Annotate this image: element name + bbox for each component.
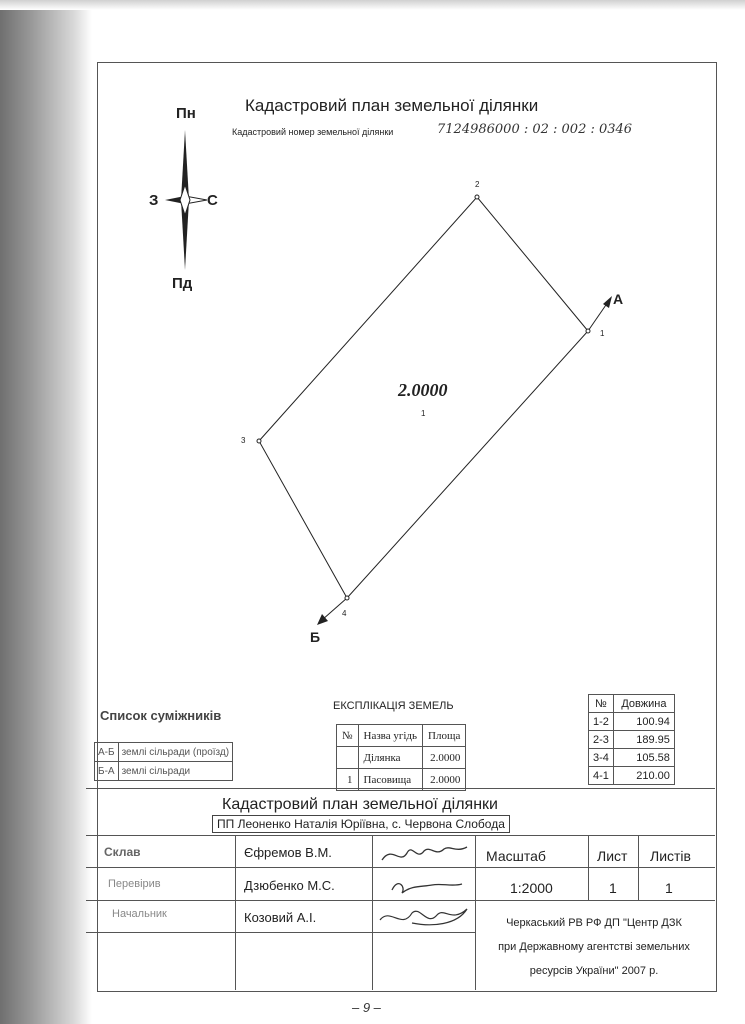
direction-b-label: Б	[310, 629, 321, 645]
table-row	[589, 749, 675, 767]
column-header: Назва угідь	[358, 725, 423, 747]
neighbor-name: землі сільради (проїзд)	[118, 743, 233, 762]
compass-west-label: З	[149, 192, 159, 209]
plan-title: Кадастровий план земельної ділянки	[245, 96, 539, 115]
explication-area: 2.0000	[423, 747, 466, 769]
table-row	[589, 767, 675, 785]
segment: 1-2	[589, 713, 614, 731]
lengths-table	[588, 694, 675, 785]
parcel-area: 2.0000	[398, 380, 448, 400]
segment: 3-4	[589, 749, 614, 767]
scale-value: 1:2000	[510, 880, 553, 896]
explication-no: 1	[337, 769, 359, 791]
scale-header: Масштаб	[486, 848, 546, 864]
compass-south-label: Пд	[172, 275, 193, 292]
column-header: №	[337, 725, 359, 747]
stamp-owner: ПП Леоненко Наталія Юріївна, с. Червона Слобода	[212, 815, 510, 833]
segment-length: 100.94	[613, 713, 674, 731]
segment-length: 105.58	[613, 749, 674, 767]
neighbors-table	[94, 742, 233, 781]
stamp-divider	[235, 835, 236, 990]
segment-length: 189.95	[613, 731, 674, 749]
direction-a-arrow	[588, 302, 608, 331]
table-row	[589, 731, 675, 749]
neighbors-title: Список суміжників	[100, 708, 222, 723]
name-head: Козовий А.І.	[244, 910, 317, 925]
sheet-value: 1	[609, 880, 617, 896]
name-compiled: Єфремов В.М.	[244, 845, 332, 860]
vertex-label-2: 2	[475, 180, 480, 189]
vertex-4	[345, 596, 349, 600]
table-row	[95, 743, 233, 762]
column-header: Довжина	[613, 695, 674, 713]
name-checked: Дзюбенко М.С.	[244, 878, 335, 893]
cadastral-label: Кадастровий номер земельної ділянки	[232, 127, 394, 137]
table-header-row	[589, 695, 675, 713]
explication-no	[337, 747, 359, 769]
cadastral-number: 7124986000 : 02 : 002 : 0346	[437, 122, 633, 137]
sheet-header: Лист	[597, 848, 628, 864]
role-compiled: Склав	[104, 845, 141, 859]
explication-table	[336, 724, 466, 791]
column-header: Площа	[423, 725, 466, 747]
vertex-label-4: 4	[342, 609, 347, 618]
signatures	[372, 835, 475, 935]
organization-line-2: при Державному агентстві земельних	[498, 941, 690, 953]
role-checked: Перевірив	[108, 878, 161, 890]
neighbor-name: землі сільради	[118, 762, 233, 781]
signature-3	[380, 909, 467, 925]
neighbor-code: Б-А	[95, 762, 119, 781]
vertex-3	[257, 439, 261, 443]
explication-title: ЕКСПЛІКАЦІЯ ЗЕМЕЛЬ	[333, 700, 454, 712]
stamp-top-rule	[86, 788, 715, 789]
table-row	[95, 762, 233, 781]
direction-a-label: А	[613, 291, 624, 307]
direction-a-arrowhead	[603, 296, 612, 308]
explication-name: Ділянка	[358, 747, 423, 769]
stamp-divider	[638, 835, 639, 900]
sheets-value: 1	[665, 880, 673, 896]
sheets-header: Листів	[650, 848, 691, 864]
organization-line-3: ресурсів України" 2007 р.	[529, 965, 659, 977]
table-row	[589, 713, 675, 731]
segment: 4-1	[589, 767, 614, 785]
parcel-number: 1	[421, 409, 426, 418]
compass-east-label: С	[207, 192, 218, 209]
organization-line-1: Черкаський РВ РФ ДП "Центр ДЗК	[506, 917, 682, 929]
vertex-label-3: 3	[241, 436, 246, 445]
table-header-row	[337, 725, 466, 747]
vertex-1	[586, 329, 590, 333]
segment-length: 210.00	[613, 767, 674, 785]
stamp-divider	[588, 835, 589, 900]
role-head: Начальник	[112, 908, 167, 920]
vertex-2	[475, 195, 479, 199]
signature-2	[392, 884, 462, 893]
segment: 2-3	[589, 731, 614, 749]
column-header: №	[589, 695, 614, 713]
vertex-label-1: 1	[600, 329, 605, 338]
neighbor-code: А-Б	[95, 743, 119, 762]
signature-1	[382, 847, 467, 860]
compass-north-label: Пн	[176, 105, 196, 122]
table-row	[337, 747, 466, 769]
page-number: – 9 –	[352, 1000, 381, 1015]
explication-name: Пасовища	[358, 769, 423, 791]
stamp-title: Кадастровий план земельної ділянки	[222, 796, 498, 813]
explication-area: 2.0000	[423, 769, 466, 791]
